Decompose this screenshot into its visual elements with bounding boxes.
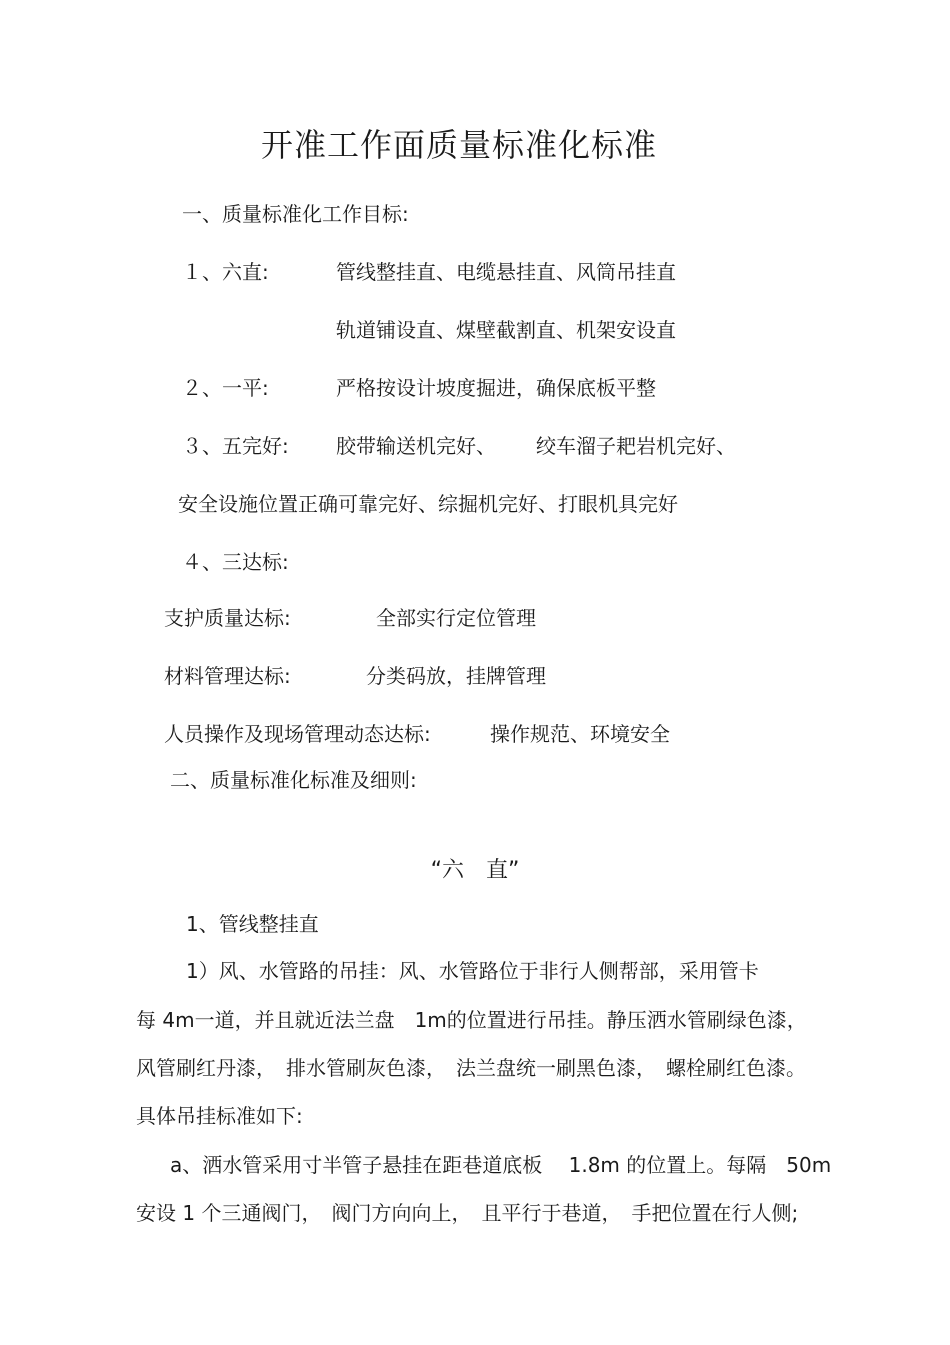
detail-1-text: 全部实行定位管理: [376, 606, 536, 630]
item-3-text-b: 绞车溜子耙岩机完好、: [536, 434, 736, 458]
paragraph-1-line-4: 具体吊挂标准如下:: [136, 1104, 303, 1128]
paragraph-1-line-3: 风管刷红丹漆， 排水管刷灰色漆， 法兰盘统一刷黑色漆， 螺栓刷红色漆。: [136, 1056, 806, 1080]
detail-2-text: 分类码放，挂牌管理: [366, 664, 546, 688]
item-2-label: ２、一平:: [182, 376, 269, 400]
subsection-1-heading: 1、管线整挂直: [186, 912, 319, 936]
item-4-label: ４、三达标:: [182, 550, 289, 574]
paragraph-1-line-1: 1）风、水管路的吊挂：风、水管路位于非行人侧帮部，采用管卡: [186, 959, 759, 983]
detail-1-label: 支护质量达标:: [164, 606, 291, 630]
item-3-text-a: 胶带输送机完好、: [336, 434, 496, 458]
six-straight-title: “六 直”: [430, 858, 520, 883]
document-title: 开准工作面质量标准化标准: [260, 126, 657, 164]
paragraph-2-line-2: 安设 1 个三通阀门， 阀门方向向上， 且平行于巷道， 手把位置在行人侧;: [136, 1201, 799, 1225]
detail-2-label: 材料管理达标:: [164, 664, 291, 688]
item-1-line-1: 管线整挂直、电缆悬挂直、风筒吊挂直: [336, 260, 676, 284]
paragraph-2-line-1: a、洒水管采用寸半管子悬挂在距巷道底板 1.8m 的位置上。每隔 50m: [170, 1153, 832, 1177]
item-1-label: １、六直:: [182, 260, 269, 284]
detail-3-text: 操作规范、环境安全: [490, 722, 670, 746]
item-3-line-2: 安全设施位置正确可靠完好、综掘机完好、打眼机具完好: [178, 492, 678, 516]
item-3-label: ３、五完好:: [182, 434, 289, 458]
section-one-heading: 一、质量标准化工作目标:: [182, 202, 409, 226]
item-2-text: 严格按设计坡度掘进，确保底板平整: [336, 376, 656, 400]
detail-3-label: 人员操作及现场管理动态达标:: [164, 722, 431, 746]
section-two-heading: 二、质量标准化标准及细则:: [170, 768, 417, 792]
item-1-line-2: 轨道铺设直、煤壁截割直、机架安设直: [336, 318, 676, 342]
paragraph-1-line-2: 每 4m一道，并且就近法兰盘 1m的位置进行吊挂。静压洒水管刷绿色漆，: [136, 1008, 807, 1032]
